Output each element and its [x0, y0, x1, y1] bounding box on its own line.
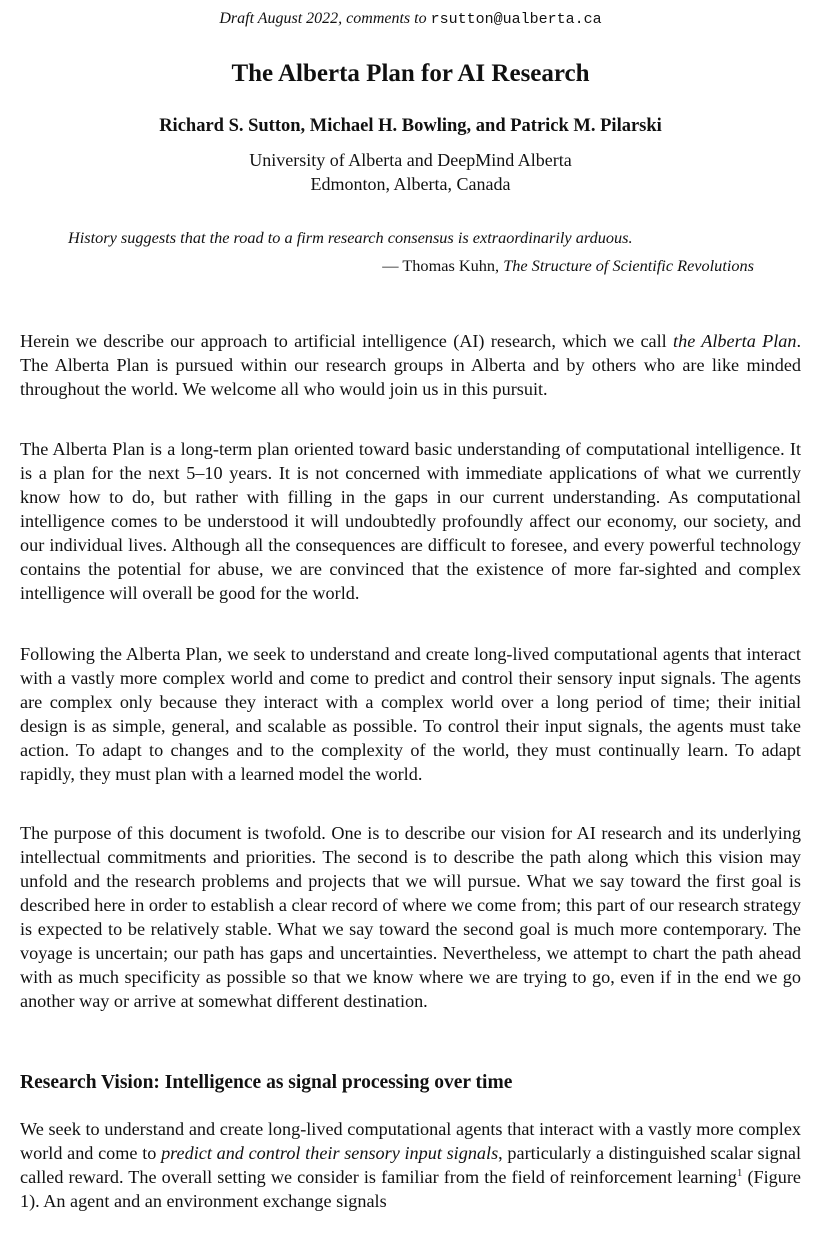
epigraph-text: History suggests that the road to a firm research consensus is extraordinarily arduous.: [68, 228, 633, 247]
text-run: (Figure 1). An agent and an environment exchange signals: [20, 1167, 801, 1211]
author-list: Richard S. Sutton, Michael H. Bowling, and Patrick M. Pilarski: [159, 116, 662, 136]
paper-title: The Alberta Plan for AI Research: [231, 60, 590, 87]
draft-note-text: Draft August 2022, comments to: [219, 10, 431, 27]
text-run: We seek to understand and create long-lived computational agents that interact with a vastly more complex world and come to: [20, 1119, 801, 1163]
section-paragraph-1: [20, 1117, 801, 1213]
affiliation: [0, 148, 821, 196]
text-run: , particularly a distinguished scalar signal called reward. The overall setting we consider is familiar from the field of reinforcement learning: [20, 1143, 801, 1187]
text-run: Herein we describe our approach to artificial intelligence (AI) research, which we call: [20, 331, 674, 351]
epigraph-author: — Thomas Kuhn,: [382, 256, 504, 275]
text-run: . The Alberta Plan is pursued within our research groups in Alberta and by others who are like minded throughout the world. We welcome all who would join us in this pursuit.: [20, 331, 801, 399]
epigraph-source: The Structure of Scientific Revolutions: [503, 256, 754, 275]
affiliation-location: Edmonton, Alberta, Canada: [310, 174, 511, 194]
draft-note: [0, 10, 821, 28]
intro-paragraph-1: [20, 329, 801, 401]
author-email: rsutton@ualberta.ca: [430, 11, 602, 28]
intro-paragraph-4: The purpose of this document is twofold. One is to describe our vision for AI research and its underlying intellectual commitments and priorities. The second is to describe the path along which this vision may unfold and the research problems and projects that we will pursue. What we say toward the first goal is described here in order to establish a clear record of where we come from; this part of our research strategy is expected to be relatively stable. What we say toward the second goal is much more contemporary. The voyage is uncertain; our path has gaps and uncertainties. Nevertheless, we attempt to chart the path ahead with as much specificity as possible so that we know where we are trying to go, even if in the end we go another way or arrive at somewhat different destination.: [20, 823, 801, 1011]
intro-paragraph-2: The Alberta Plan is a long-term plan oriented toward basic understanding of computational intelligence. It is a plan for the next 5–10 years. It is not concerned with immediate applications of what we currently know how to do, but rather with filling in the gaps in our current understanding. As computational intelligence comes to be understood it will undoubtedly profoundly affect our economy, our society, and our individual lives. Although all the consequences are difficult to foresee, and every powerful technology contains the potential for abuse, we are convinced that the existence of more far-sighted and complex intelligence will overall be good for the world.: [20, 439, 801, 603]
epigraph-attribution: [68, 252, 758, 280]
footnote-marker[interactable]: 1: [736, 1166, 743, 1179]
intro-paragraph-3: Following the Alberta Plan, we seek to understand and create long-lived computational agents that interact with a vastly more complex world and come to predict and control their sensory input signals. The agents are complex only because they interact with a complex world over a long period of time; their initial design is as simple, general, and scalable as possible. To control their input signals, the agents must take action. To adapt to changes and to the complexity of the world, they must continually learn. To adapt rapidly, they must plan with a learned model the world.: [20, 644, 801, 784]
emphasis-alberta-plan: the Alberta Plan: [673, 331, 797, 351]
emphasis-predict-control: predict and control their sensory input signals: [161, 1143, 499, 1163]
section-heading: Research Vision: Intelligence as signal processing over time: [20, 1072, 513, 1093]
affiliation-institution: University of Alberta and DeepMind Alberta: [249, 150, 572, 170]
epigraph: [68, 224, 758, 280]
